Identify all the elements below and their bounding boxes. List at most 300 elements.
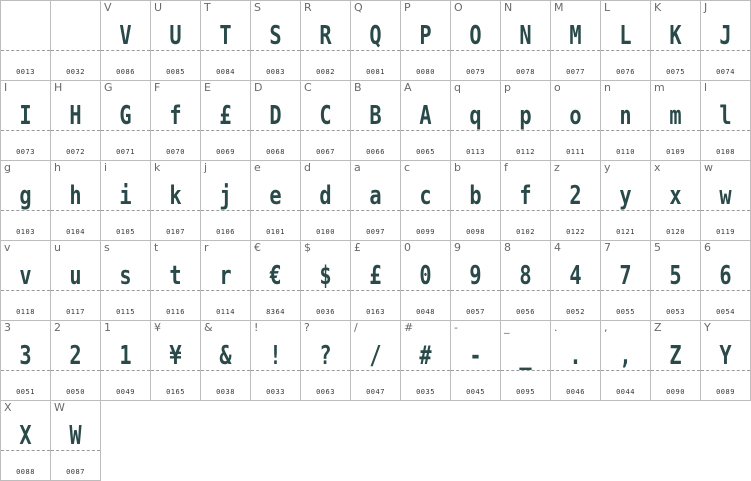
glyph-preview: 7 [619, 261, 632, 291]
glyph-label: x [654, 161, 661, 174]
glyph-cell [150, 240, 201, 321]
glyph-preview: # [419, 341, 432, 371]
glyph-preview: Z [669, 341, 682, 371]
char-code: 0116 [166, 308, 185, 316]
char-code: 0095 [516, 388, 535, 396]
glyph-label: w [704, 161, 713, 174]
baseline-divider [201, 50, 250, 51]
baseline-divider [451, 210, 500, 211]
glyph-preview: G [119, 101, 132, 131]
glyph-label: p [504, 81, 511, 94]
char-code: 0033 [266, 388, 285, 396]
glyph-cell [700, 320, 751, 401]
glyph-preview: / [369, 341, 382, 371]
char-code: 0101 [266, 228, 285, 236]
char-code: 0084 [216, 68, 235, 76]
baseline-divider [1, 450, 50, 451]
baseline-divider [601, 370, 650, 371]
char-code: 0056 [516, 308, 535, 316]
glyph-label: a [354, 161, 361, 174]
baseline-divider [101, 130, 150, 131]
glyph-cell [0, 320, 51, 401]
glyph-label: o [554, 81, 561, 94]
baseline-divider [251, 290, 300, 291]
char-code: 0077 [566, 68, 585, 76]
char-code: 0013 [16, 68, 35, 76]
baseline-divider [551, 370, 600, 371]
char-code: 0054 [716, 308, 735, 316]
char-code: 0118 [16, 308, 35, 316]
glyph-preview: y [619, 181, 632, 211]
glyph-label: / [354, 321, 358, 334]
glyph-preview: S [269, 21, 282, 51]
glyph-preview: a [369, 181, 382, 211]
glyph-preview: O [469, 21, 482, 51]
glyph-preview: d [319, 181, 332, 211]
baseline-divider [701, 130, 750, 131]
char-code: 0079 [466, 68, 485, 76]
glyph-cell [550, 80, 601, 161]
baseline-divider [401, 290, 450, 291]
glyph-cell [0, 80, 51, 161]
glyph-cell [150, 0, 201, 81]
glyph-cell [50, 320, 101, 401]
glyph-cell [250, 320, 301, 401]
char-code: 0122 [566, 228, 585, 236]
glyph-preview: N [519, 21, 532, 51]
glyph-preview: . [569, 341, 582, 371]
baseline-divider [301, 210, 350, 211]
glyph-preview: q [469, 101, 482, 131]
glyph-label: X [4, 401, 12, 414]
char-code: 0067 [316, 148, 335, 156]
char-code: 0073 [16, 148, 35, 156]
char-code: 0055 [616, 308, 635, 316]
glyph-preview: I [19, 101, 32, 131]
char-code: 0113 [466, 148, 485, 156]
char-code: 0119 [716, 228, 735, 236]
baseline-divider [501, 290, 550, 291]
glyph-label: E [204, 81, 211, 94]
glyph-label: Q [354, 1, 363, 14]
glyph-label: h [54, 161, 61, 174]
char-code: 0089 [716, 388, 735, 396]
char-code: 0051 [16, 388, 35, 396]
char-code: 0050 [66, 388, 85, 396]
baseline-divider [51, 370, 100, 371]
glyph-preview: h [69, 181, 82, 211]
glyph-preview: k [169, 181, 182, 211]
glyph-label: J [704, 1, 708, 14]
glyph-cell [400, 0, 451, 81]
glyph-preview: v [19, 261, 32, 291]
char-code: 0100 [316, 228, 335, 236]
baseline-divider [1, 290, 50, 291]
baseline-divider [101, 50, 150, 51]
glyph-preview: t [169, 261, 182, 291]
glyph-cell [700, 80, 751, 161]
char-code: 0111 [566, 148, 585, 156]
baseline-divider [351, 50, 400, 51]
glyph-cell [300, 320, 351, 401]
glyph-cell [100, 80, 151, 161]
glyph-label: r [204, 241, 209, 254]
baseline-divider [501, 130, 550, 131]
glyph-cell [100, 160, 151, 241]
glyph-preview: Y [719, 341, 732, 371]
baseline-divider [201, 130, 250, 131]
glyph-label: P [404, 1, 411, 14]
glyph-label: c [404, 161, 411, 174]
glyph-preview: $ [319, 261, 332, 291]
glyph-label: l [704, 81, 708, 94]
glyph-cell [150, 80, 201, 161]
glyph-cell [550, 320, 601, 401]
glyph-preview: s [119, 261, 132, 291]
char-code: 0074 [716, 68, 735, 76]
glyph-cell [0, 0, 51, 81]
glyph-cell [550, 0, 601, 81]
char-code: 0049 [116, 388, 135, 396]
glyph-cell [250, 240, 301, 321]
glyph-cell [550, 160, 601, 241]
char-code: 0097 [366, 228, 385, 236]
glyph-cell [200, 80, 251, 161]
char-code: 0075 [666, 68, 685, 76]
glyph-cell [600, 160, 651, 241]
char-code: 0098 [466, 228, 485, 236]
glyph-label: V [104, 1, 112, 14]
char-code: 0120 [666, 228, 685, 236]
glyph-label: z [554, 161, 560, 174]
baseline-divider [701, 50, 750, 51]
glyph-label: W [54, 401, 65, 414]
glyph-cell [700, 0, 751, 81]
glyph-cell [400, 320, 451, 401]
glyph-cell [350, 240, 401, 321]
glyph-label: 4 [554, 241, 561, 254]
char-code: 0115 [116, 308, 135, 316]
char-code: 0104 [66, 228, 85, 236]
glyph-cell [600, 80, 651, 161]
glyph-cell [350, 0, 401, 81]
baseline-divider [301, 130, 350, 131]
char-code: 0038 [216, 388, 235, 396]
glyph-label: $ [304, 241, 311, 254]
glyph-preview: x [669, 181, 682, 211]
glyph-cell [600, 0, 651, 81]
glyph-cell [350, 160, 401, 241]
char-code: 0036 [316, 308, 335, 316]
glyph-preview: w [719, 181, 732, 211]
glyph-label: i [104, 161, 108, 174]
glyph-label: 7 [604, 241, 611, 254]
glyph-preview: e [269, 181, 282, 211]
baseline-divider [351, 290, 400, 291]
baseline-divider [201, 370, 250, 371]
glyph-label: b [454, 161, 461, 174]
baseline-divider [251, 370, 300, 371]
glyph-cell [150, 320, 201, 401]
char-code: 0070 [166, 148, 185, 156]
baseline-divider [1, 50, 50, 51]
glyph-preview: B [369, 101, 382, 131]
baseline-divider [501, 370, 550, 371]
glyph-preview: b [469, 181, 482, 211]
glyph-label: D [254, 81, 263, 94]
char-code: 0046 [566, 388, 585, 396]
glyph-preview: f [169, 101, 182, 131]
baseline-divider [551, 130, 600, 131]
glyph-cell [500, 160, 551, 241]
glyph-label: , [604, 321, 608, 334]
glyph-label: 5 [654, 241, 661, 254]
baseline-divider [601, 50, 650, 51]
char-code: 0044 [616, 388, 635, 396]
glyph-preview: Q [369, 21, 382, 51]
char-code: 0080 [416, 68, 435, 76]
glyph-label: f [504, 161, 508, 174]
char-code: 0117 [66, 308, 85, 316]
baseline-divider [301, 290, 350, 291]
glyph-preview: € [269, 261, 282, 291]
glyph-label: F [154, 81, 161, 94]
baseline-divider [1, 130, 50, 131]
char-code: 0072 [66, 148, 85, 156]
baseline-divider [551, 210, 600, 211]
glyph-cell [700, 240, 751, 321]
glyph-label: C [304, 81, 312, 94]
glyph-label: 0 [404, 241, 411, 254]
glyph-label: 3 [4, 321, 11, 334]
glyph-label: n [604, 81, 611, 94]
glyph-preview: ¥ [169, 341, 182, 371]
char-code: 0071 [116, 148, 135, 156]
glyph-label: q [454, 81, 461, 94]
char-code: 0099 [416, 228, 435, 236]
char-code: 0057 [466, 308, 485, 316]
glyph-preview: , [619, 341, 632, 371]
baseline-divider [51, 130, 100, 131]
glyph-label: 8 [504, 241, 511, 254]
glyph-cell [450, 240, 501, 321]
char-code: 0102 [516, 228, 535, 236]
glyph-preview: & [219, 341, 232, 371]
baseline-divider [701, 290, 750, 291]
glyph-label: t [154, 241, 159, 254]
char-code: 0082 [316, 68, 335, 76]
glyph-cell [400, 160, 451, 241]
char-code: 0107 [166, 228, 185, 236]
glyph-preview: R [319, 21, 332, 51]
baseline-divider [51, 210, 100, 211]
char-code: 0035 [416, 388, 435, 396]
glyph-cell [450, 0, 501, 81]
glyph-cell [400, 80, 451, 161]
baseline-divider [151, 290, 200, 291]
glyph-cell [150, 160, 201, 241]
glyph-label: S [254, 1, 261, 14]
glyph-cell [350, 320, 401, 401]
glyph-label: 9 [454, 241, 461, 254]
glyph-label: . [554, 321, 558, 334]
glyph-label: ? [304, 321, 310, 334]
glyph-cell [100, 0, 151, 81]
glyph-cell [300, 160, 351, 241]
glyph-cell [600, 240, 651, 321]
char-code: 8364 [266, 308, 285, 316]
glyph-preview: n [619, 101, 632, 131]
glyph-preview: 0 [419, 261, 432, 291]
glyph-preview: m [669, 101, 682, 131]
baseline-divider [351, 210, 400, 211]
glyph-cell [550, 240, 601, 321]
glyph-preview: C [319, 101, 332, 131]
glyph-label: - [454, 321, 458, 334]
glyph-preview: 3 [19, 341, 32, 371]
char-code: 0085 [166, 68, 185, 76]
glyph-preview: J [719, 21, 732, 51]
char-code: 0105 [116, 228, 135, 236]
glyph-cell [50, 80, 101, 161]
glyph-cell [100, 240, 151, 321]
glyph-cell [650, 240, 701, 321]
glyph-preview: £ [369, 261, 382, 291]
glyph-preview: A [419, 101, 432, 131]
char-code: 0163 [366, 308, 385, 316]
glyph-preview: g [19, 181, 32, 211]
baseline-divider [401, 50, 450, 51]
glyph-preview: V [119, 21, 132, 51]
baseline-divider [1, 210, 50, 211]
char-code: 0047 [366, 388, 385, 396]
baseline-divider [551, 50, 600, 51]
glyph-cell [350, 80, 401, 161]
baseline-divider [101, 210, 150, 211]
glyph-label: ! [254, 321, 259, 334]
glyph-cell [250, 160, 301, 241]
glyph-label: £ [354, 241, 361, 254]
glyph-cell [50, 400, 101, 481]
glyph-preview: L [619, 21, 632, 51]
baseline-divider [201, 290, 250, 291]
baseline-divider [151, 50, 200, 51]
glyph-cell [700, 160, 751, 241]
glyph-label: s [104, 241, 110, 254]
char-code: 0086 [116, 68, 135, 76]
baseline-divider [301, 50, 350, 51]
glyph-cell [500, 320, 551, 401]
glyph-preview: W [69, 421, 82, 451]
glyph-preview: c [419, 181, 432, 211]
glyph-cell [400, 240, 451, 321]
glyph-preview: M [569, 21, 582, 51]
char-code: 0087 [66, 468, 85, 476]
glyph-label: d [304, 161, 311, 174]
glyph-label: L [604, 1, 611, 14]
char-code: 0103 [16, 228, 35, 236]
baseline-divider [201, 210, 250, 211]
glyph-label: & [204, 321, 213, 334]
glyph-cell [650, 160, 701, 241]
glyph-cell [200, 160, 251, 241]
glyph-preview: 9 [469, 261, 482, 291]
glyph-preview: o [569, 101, 582, 131]
glyph-preview: X [19, 421, 32, 451]
glyph-cell [300, 80, 351, 161]
baseline-divider [651, 290, 700, 291]
baseline-divider [501, 210, 550, 211]
glyph-preview: 6 [719, 261, 732, 291]
glyph-preview: i [119, 181, 132, 211]
glyph-cell [0, 400, 51, 481]
glyph-cell [250, 0, 301, 81]
glyph-preview: 1 [119, 341, 132, 371]
char-code: 0048 [416, 308, 435, 316]
char-code: 0110 [616, 148, 635, 156]
glyph-label: O [454, 1, 463, 14]
char-code: 0121 [616, 228, 635, 236]
baseline-divider [151, 210, 200, 211]
char-code: 0165 [166, 388, 185, 396]
glyph-label: v [4, 241, 11, 254]
glyph-label: 1 [104, 321, 111, 334]
char-code: 0065 [416, 148, 435, 156]
glyph-label: _ [504, 321, 510, 334]
char-code: 0068 [266, 148, 285, 156]
baseline-divider [601, 290, 650, 291]
glyph-cell [300, 0, 351, 81]
glyph-label: H [54, 81, 63, 94]
glyph-label: # [404, 321, 414, 334]
baseline-divider [251, 130, 300, 131]
glyph-cell [300, 240, 351, 321]
glyph-label: Z [654, 321, 662, 334]
char-code: 0076 [616, 68, 635, 76]
char-code: 0109 [666, 148, 685, 156]
glyph-cell [0, 160, 51, 241]
baseline-divider [451, 370, 500, 371]
baseline-divider [101, 370, 150, 371]
glyph-cell [650, 0, 701, 81]
glyph-preview: ? [319, 341, 332, 371]
glyph-label: € [254, 241, 261, 254]
baseline-divider [601, 210, 650, 211]
baseline-divider [401, 370, 450, 371]
glyph-preview: P [419, 21, 432, 51]
glyph-label: ¥ [154, 321, 161, 334]
baseline-divider [1, 370, 50, 371]
glyph-preview: 2 [69, 341, 82, 371]
glyph-cell [250, 80, 301, 161]
glyph-label: B [354, 81, 362, 94]
glyph-label: I [4, 81, 8, 94]
glyph-label: A [404, 81, 412, 94]
glyph-label: Y [704, 321, 711, 334]
glyph-cell [0, 240, 51, 321]
glyph-preview: K [669, 21, 682, 51]
glyph-cell [100, 320, 151, 401]
glyph-preview: T [219, 21, 232, 51]
char-code: 0081 [366, 68, 385, 76]
char-code: 0066 [366, 148, 385, 156]
glyph-cell [450, 160, 501, 241]
glyph-cell [50, 0, 101, 81]
glyph-preview: 8 [519, 261, 532, 291]
baseline-divider [701, 210, 750, 211]
glyph-label: U [154, 1, 163, 14]
baseline-divider [301, 370, 350, 371]
